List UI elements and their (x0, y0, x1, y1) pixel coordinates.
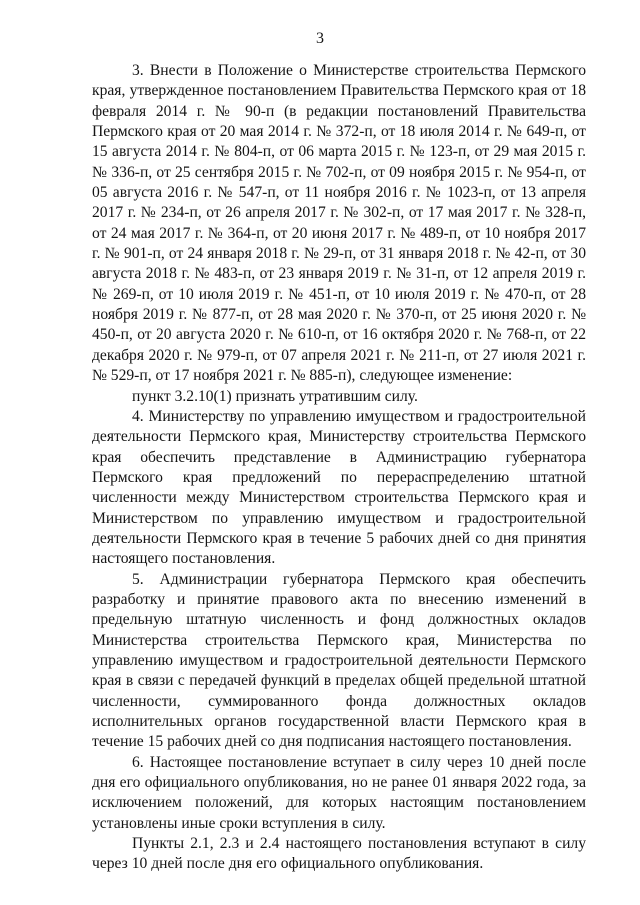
paragraph-3: 3. Внести в Положение о Министерстве строительства Пермского края, утвержденное постановлением Правительства Пермского края от 18 февраля 2014 г. № 90-п (в редакции постановлений Правительства Пермского края от 20 мая 2014 г. № 372-п, от 18 июля 2014 г. № 649-п, от 15 августа 2014 г. № 804-п, от 06 марта 2015 г. № 123-п, от 29 мая 2015 г. № 336-п, от 25 сентября 2015 г. № 702-п, от 09 ноября 2015 г. № 954-п, от 05 августа 2016 г. № 547-п, от 11 ноября 2016 г. № 1023-п, от 13 апреля 2017 г. № 234-п, от 26 апреля 2017 г. № 302-п, от 17 мая 2017 г. № 328-п, от 24 мая 2017 г. № 364-п, от 20 июня 2017 г. № 489-п, от 10 ноября 2017 г. № 901-п, от 24 января 2018 г. № 29-п, от 31 января 2018 г. № 42-п, от 30 августа 2018 г. № 483-п, от 23 января 2019 г. № 31-п, от 12 апреля 2019 г. № 269-п, от 10 июля 2019 г. № 451-п, от 10 июля 2019 г. № 470-п, от 28 ноября 2019 г. № 877-п, от 28 мая 2020 г. № 370-п, от 25 июня 2020 г. № 450-п, от 20 августа 2020 г. № 610-п, от 16 октября 2020 г. № 768-п, от 22 декабря 2020 г. № 979-п, от 07 апреля 2021 г. № 211-п, от 27 июля 2021 г. № 529-п, от 17 ноября 2021 г. № 885-п), следующее изменение: (92, 62, 586, 385)
paragraph-4: 4. Министерству по управлению имуществом и градостроительной деятельности Пермского края, Министерству строительства Пермского края обеспечить представление в Администрацию губернатора Пермского края предложений по перераспределению штатной численности между Министерством строительства Пермского края и Министерством по управлению имуществом и градостроительной деятельности Пермского края в течение 5 рабочих дней со дня принятия настоящего постановления. (92, 407, 586, 568)
paragraph-5: 5. Администрации губернатора Пермского края обеспечить разработку и принятие правового акта по внесению изменений в предельную штатную численность и фонд должностных окладов Министерства строительства Пермского края, Министерства по управлению имуществом и градостроительной деятельности Пермского края в связи с передачей функций в пределах общей предельной штатной численности, суммированного фонда должностных окладов исполнительных органов государственной власти Пермского края в течение 15 рабочих дней со дня подписания настоящего постановления. (92, 570, 586, 751)
paragraph-6-note: Пункты 2.1, 2.3 и 2.4 настоящего постановления вступают в силу через 10 дней после дня его официального опубликования. (92, 835, 586, 873)
document-body (92, 61, 586, 875)
paragraph-6: 6. Настоящее постановление вступает в силу через 10 дней после дня его официального опубликования, но не ранее 01 января 2022 года, за исключением положений, для которых настоящим постановлением установлены иные сроки вступления в силу. (92, 753, 586, 832)
page-number: 3 (316, 30, 324, 47)
paragraph-3-item: пункт 3.2.10(1) признать утратившим силу. (132, 387, 418, 405)
